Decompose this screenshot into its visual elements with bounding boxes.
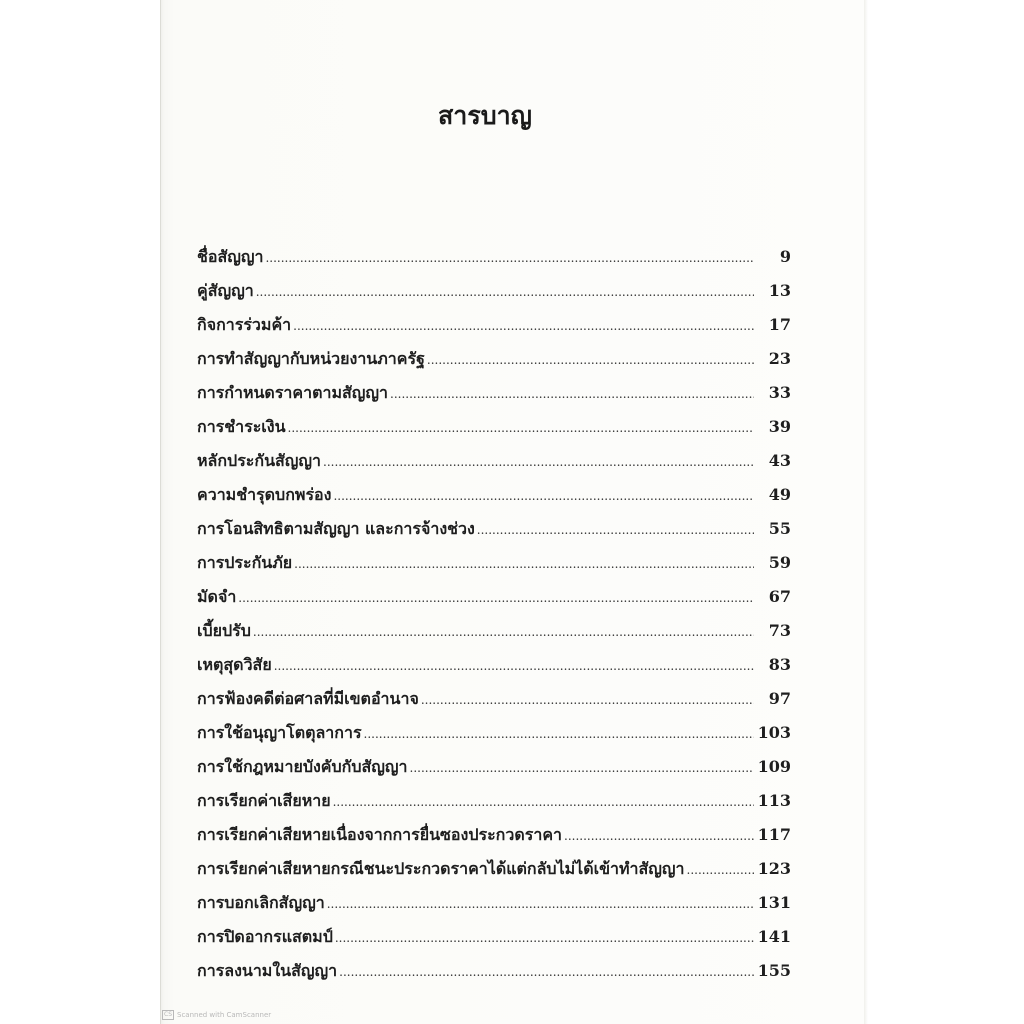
toc-dot-leader xyxy=(364,717,754,751)
toc-entry-page-number: 97 xyxy=(768,689,791,708)
toc-dot-leader xyxy=(238,581,754,615)
toc-entry-label: การทำสัญญากับหน่วยงานภาครัฐ xyxy=(197,349,425,368)
toc-entry-page-number: 103 xyxy=(757,723,791,742)
toc-entry-page-number: 17 xyxy=(768,315,791,334)
toc-entry xyxy=(197,410,791,444)
toc-entry xyxy=(197,478,791,512)
toc-entry-label: การประกันภัย xyxy=(197,553,293,572)
toc-entry-label: ชื่อสัญญา xyxy=(197,247,264,266)
toc-entry xyxy=(197,376,791,410)
toc-entry-label: การบอกเลิกสัญญา xyxy=(197,893,325,912)
toc-dot-leader xyxy=(294,547,754,581)
toc-entry-label: การใช้อนุญาโตตุลาการ xyxy=(197,723,362,742)
scanner-watermark xyxy=(162,1010,271,1020)
toc-entry xyxy=(197,546,791,580)
toc-entry-page-number: 49 xyxy=(768,485,791,504)
toc-entry xyxy=(197,274,791,308)
watermark-text: Scanned with CamScanner xyxy=(177,1011,272,1019)
toc-title: สารบาญ xyxy=(438,101,532,130)
toc-entry xyxy=(197,512,791,546)
toc-entry-page-number: 13 xyxy=(768,281,791,300)
toc-dot-leader xyxy=(410,751,754,785)
watermark-badge: CS xyxy=(164,1011,172,1018)
toc-entry-page-number: 33 xyxy=(768,383,791,402)
toc-entry-label: ความชำรุดบกพร่อง xyxy=(197,485,332,504)
page-edge xyxy=(864,0,868,1024)
toc-entry-label: การลงนามในสัญญา xyxy=(197,961,338,980)
toc-entry-page-number: 83 xyxy=(768,655,791,674)
toc-entry-label: การชำระเงิน xyxy=(197,417,286,436)
toc-dot-leader xyxy=(265,241,754,275)
toc-entry-label: มัดจำ xyxy=(197,587,237,606)
toc-entry-label: หลักประกันสัญญา xyxy=(197,451,322,470)
toc-entry xyxy=(197,954,791,988)
toc-entry-page-number: 59 xyxy=(768,553,791,572)
toc-entry xyxy=(197,886,791,920)
toc-dot-leader xyxy=(333,785,754,819)
toc-entry-label: การโอนสิทธิตามสัญญา และการจ้างช่วง xyxy=(197,519,475,538)
toc-entry-label: การปิดอากรแสตมป์ xyxy=(197,927,333,946)
toc-entry-page-number: 117 xyxy=(757,825,791,844)
toc-entry-page-number: 73 xyxy=(768,621,791,640)
toc-entry xyxy=(197,818,791,852)
toc-entry-page-number: 9 xyxy=(779,247,791,266)
toc-list xyxy=(197,240,791,988)
toc-entry-page-number: 123 xyxy=(757,859,791,878)
toc-entry-page-number: 23 xyxy=(768,349,791,368)
toc-dot-leader xyxy=(427,343,754,377)
toc-entry xyxy=(197,444,791,478)
toc-entry-label: การเรียกค่าเสียหายกรณีชนะประกวดราคาได้แต่กลับไม่ได้เข้าทำสัญญา xyxy=(197,859,685,878)
toc-entry xyxy=(197,342,791,376)
toc-entry-page-number: 67 xyxy=(768,587,791,606)
toc-entry-page-number: 55 xyxy=(768,519,791,538)
toc-dot-leader xyxy=(421,683,754,717)
toc-dot-leader xyxy=(333,479,754,513)
toc-entry-label: การเรียกค่าเสียหายเนื่องจากการยื่นซองประกวดราคา xyxy=(197,825,562,844)
toc-entry-label: กิจการร่วมค้า xyxy=(197,315,292,334)
toc-entry xyxy=(197,580,791,614)
toc-entry-label: การใช้กฎหมายบังคับกับสัญญา xyxy=(197,757,408,776)
toc-dot-leader xyxy=(390,377,754,411)
toc-entry xyxy=(197,648,791,682)
toc-entry xyxy=(197,308,791,342)
toc-dot-leader xyxy=(335,921,754,955)
toc-dot-leader xyxy=(288,411,754,445)
toc-entry xyxy=(197,240,791,274)
toc-entry-page-number: 155 xyxy=(757,961,791,980)
toc-dot-leader xyxy=(256,275,754,309)
toc-entry xyxy=(197,682,791,716)
toc-entry-label: การเรียกค่าเสียหาย xyxy=(197,791,331,810)
toc-entry-label: การกำหนดราคาตามสัญญา xyxy=(197,383,389,402)
toc-dot-leader xyxy=(339,955,754,989)
toc-dot-leader xyxy=(253,615,754,649)
toc-entry xyxy=(197,920,791,954)
toc-dot-leader xyxy=(477,513,754,547)
toc-entry xyxy=(197,614,791,648)
toc-dot-leader xyxy=(293,309,754,343)
toc-entry-label: เหตุสุดวิสัย xyxy=(197,655,272,674)
toc-entry xyxy=(197,784,791,818)
toc-dot-leader xyxy=(564,819,754,853)
toc-entry-page-number: 113 xyxy=(757,791,791,810)
toc-dot-leader xyxy=(323,445,754,479)
toc-entry-page-number: 141 xyxy=(757,927,791,946)
toc-entry xyxy=(197,750,791,784)
toc-entry-page-number: 131 xyxy=(757,893,791,912)
toc-entry xyxy=(197,716,791,750)
toc-dot-leader xyxy=(327,887,754,921)
toc-entry xyxy=(197,852,791,886)
toc-entry-label: เบี้ยปรับ xyxy=(197,621,251,640)
toc-dot-leader xyxy=(687,853,754,887)
toc-entry-page-number: 39 xyxy=(768,417,791,436)
toc-entry-page-number: 43 xyxy=(768,451,791,470)
toc-entry-page-number: 109 xyxy=(757,757,791,776)
toc-entry-label: การฟ้องคดีต่อศาลที่มีเขตอำนาจ xyxy=(197,689,419,708)
toc-entry-label: คู่สัญญา xyxy=(197,281,254,300)
toc-dot-leader xyxy=(274,649,754,683)
